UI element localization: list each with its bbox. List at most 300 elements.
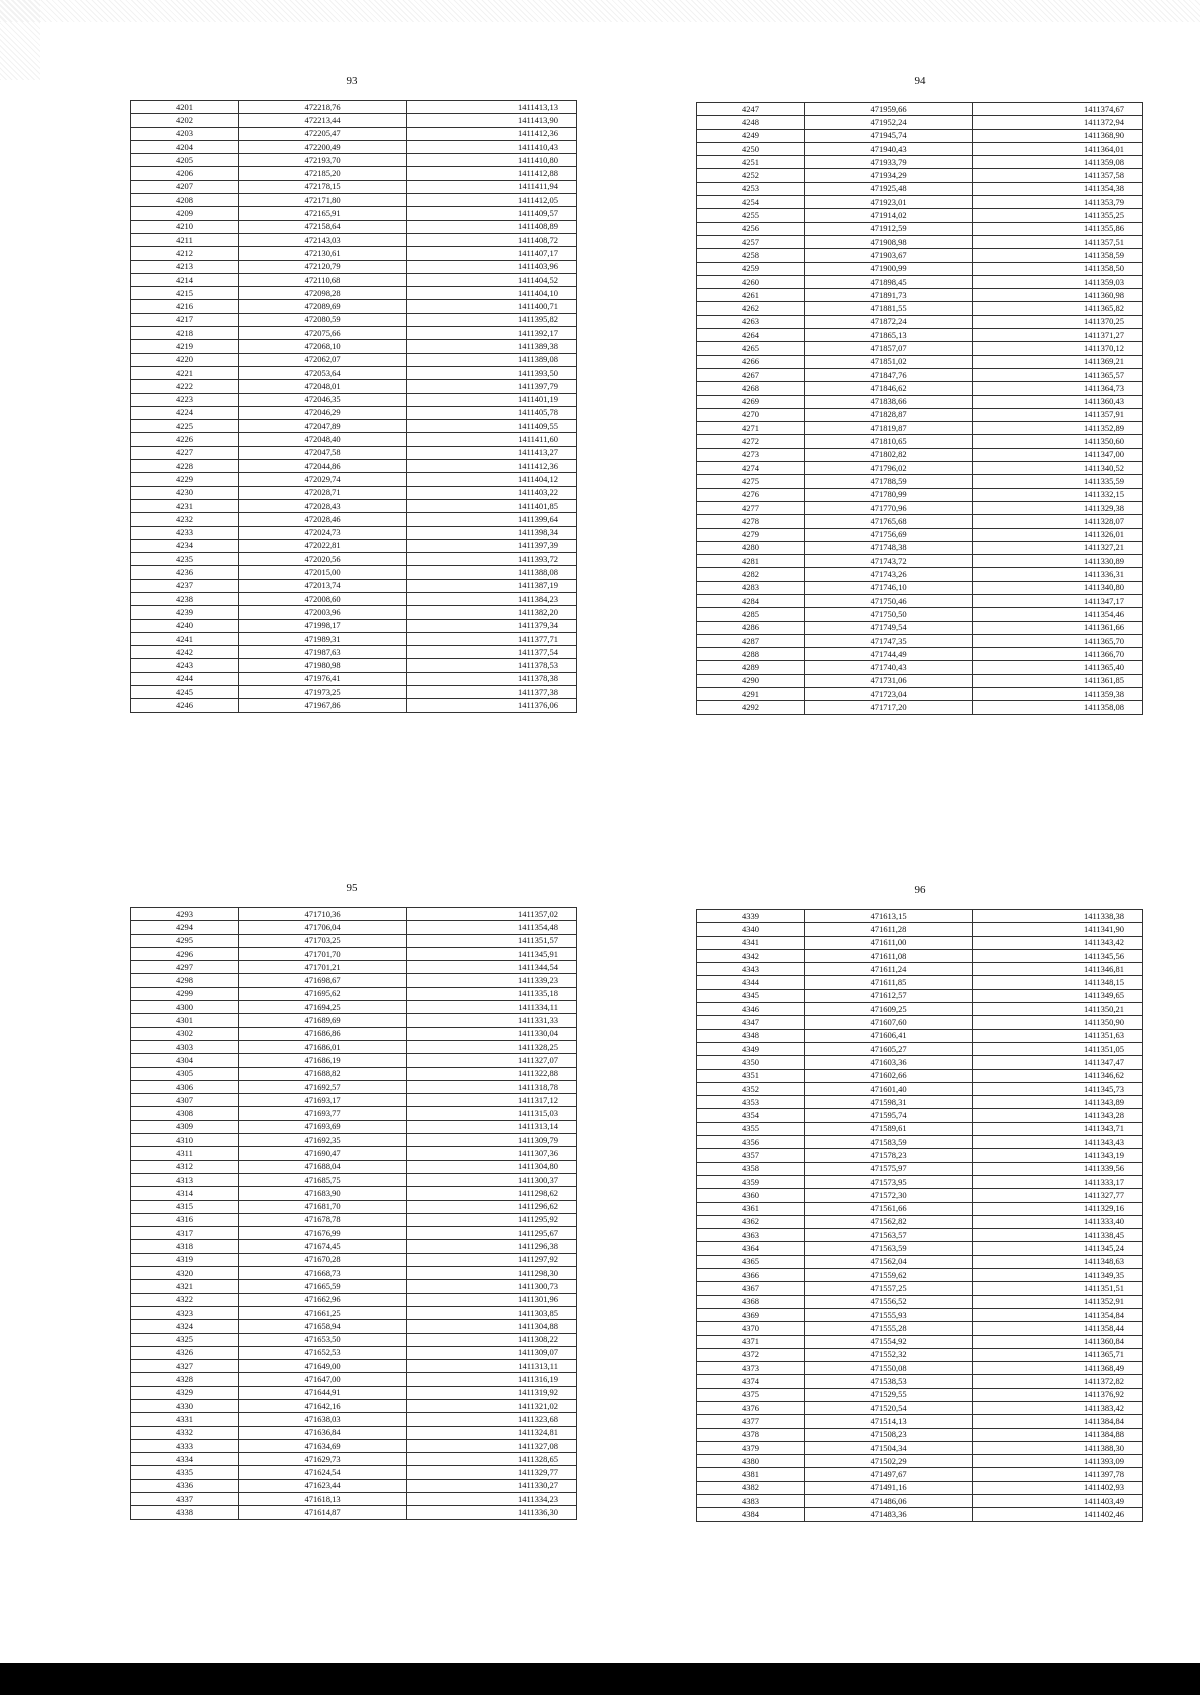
- point-number-cell: 4275: [697, 475, 805, 488]
- coordinates-table-93: [130, 100, 577, 713]
- table-row: [697, 209, 1143, 222]
- table-row: [697, 1255, 1143, 1268]
- x-coordinate-cell: 471618,13: [239, 1493, 407, 1506]
- point-number-cell: 4208: [131, 194, 239, 207]
- x-coordinate-cell: 471750,46: [805, 594, 973, 607]
- table-row: [697, 581, 1143, 594]
- y-coordinate-cell: 1411332,15: [973, 488, 1143, 501]
- x-coordinate-cell: 471872,24: [805, 315, 973, 328]
- y-coordinate-cell: 1411351,05: [973, 1042, 1143, 1055]
- table-row: [131, 1120, 577, 1133]
- point-number-cell: 4299: [131, 987, 239, 1000]
- y-coordinate-cell: 1411369,21: [973, 355, 1143, 368]
- table-row: [131, 553, 577, 566]
- point-number-cell: 4216: [131, 300, 239, 313]
- y-coordinate-cell: 1411345,73: [973, 1082, 1143, 1095]
- y-coordinate-cell: 1411376,06: [407, 699, 577, 712]
- x-coordinate-cell: 472053,64: [239, 366, 407, 379]
- table-row: [697, 1335, 1143, 1348]
- point-number-cell: 4252: [697, 169, 805, 182]
- table-row: [697, 989, 1143, 1002]
- table-row: [131, 114, 577, 127]
- point-number-cell: 4364: [697, 1242, 805, 1255]
- x-coordinate-cell: 471750,50: [805, 608, 973, 621]
- x-coordinate-cell: 472171,80: [239, 194, 407, 207]
- y-coordinate-cell: 1411343,89: [973, 1096, 1143, 1109]
- table-row: [697, 382, 1143, 395]
- x-coordinate-cell: 471765,68: [805, 515, 973, 528]
- point-number-cell: 4289: [697, 661, 805, 674]
- y-coordinate-cell: 1411393,50: [407, 366, 577, 379]
- x-coordinate-cell: 471989,31: [239, 632, 407, 645]
- point-number-cell: 4232: [131, 513, 239, 526]
- table-row: [697, 222, 1143, 235]
- point-number-cell: 4292: [697, 701, 805, 714]
- point-number-cell: 4209: [131, 207, 239, 220]
- point-number-cell: 4302: [131, 1027, 239, 1040]
- y-coordinate-cell: 1411338,38: [973, 910, 1143, 923]
- coordinates-table-96: [696, 909, 1143, 1522]
- table-row: [697, 156, 1143, 169]
- table-row: [697, 182, 1143, 195]
- point-number-cell: 4372: [697, 1348, 805, 1361]
- y-coordinate-cell: 1411409,55: [407, 420, 577, 433]
- point-number-cell: 4212: [131, 247, 239, 260]
- y-coordinate-cell: 1411368,90: [973, 129, 1143, 142]
- y-coordinate-cell: 1411345,91: [407, 947, 577, 960]
- table-row: [131, 947, 577, 960]
- x-coordinate-cell: 471538,53: [805, 1375, 973, 1388]
- x-coordinate-cell: 471802,82: [805, 448, 973, 461]
- table-row: [131, 1027, 577, 1040]
- table-row: [697, 475, 1143, 488]
- table-row: [131, 699, 577, 712]
- table-row: [131, 1453, 577, 1466]
- table-row: [131, 974, 577, 987]
- y-coordinate-cell: 1411336,31: [973, 568, 1143, 581]
- x-coordinate-cell: 471698,67: [239, 974, 407, 987]
- point-number-cell: 4206: [131, 167, 239, 180]
- point-number-cell: 4316: [131, 1213, 239, 1226]
- x-coordinate-cell: 472028,71: [239, 486, 407, 499]
- table-row: [697, 1388, 1143, 1401]
- y-coordinate-cell: 1411304,80: [407, 1160, 577, 1173]
- point-number-cell: 4334: [131, 1453, 239, 1466]
- y-coordinate-cell: 1411379,34: [407, 619, 577, 632]
- x-coordinate-cell: 471555,93: [805, 1308, 973, 1321]
- x-coordinate-cell: 472015,00: [239, 566, 407, 579]
- x-coordinate-cell: 471636,84: [239, 1426, 407, 1439]
- x-coordinate-cell: 471703,25: [239, 934, 407, 947]
- y-coordinate-cell: 1411378,53: [407, 659, 577, 672]
- table-row: [697, 555, 1143, 568]
- y-coordinate-cell: 1411376,92: [973, 1388, 1143, 1401]
- point-number-cell: 4335: [131, 1466, 239, 1479]
- x-coordinate-cell: 471497,67: [805, 1468, 973, 1481]
- point-number-cell: 4266: [697, 355, 805, 368]
- y-coordinate-cell: 1411410,43: [407, 140, 577, 153]
- point-number-cell: 4260: [697, 275, 805, 288]
- y-coordinate-cell: 1411343,42: [973, 936, 1143, 949]
- table-row: [697, 249, 1143, 262]
- table-row: [131, 340, 577, 353]
- point-number-cell: 4267: [697, 368, 805, 381]
- x-coordinate-cell: 471898,45: [805, 275, 973, 288]
- y-coordinate-cell: 1411372,82: [973, 1375, 1143, 1388]
- y-coordinate-cell: 1411387,19: [407, 579, 577, 592]
- y-coordinate-cell: 1411298,30: [407, 1267, 577, 1280]
- x-coordinate-cell: 471642,16: [239, 1399, 407, 1412]
- y-coordinate-cell: 1411365,82: [973, 302, 1143, 315]
- y-coordinate-cell: 1411322,88: [407, 1067, 577, 1080]
- table-row: [131, 619, 577, 632]
- point-number-cell: 4327: [131, 1360, 239, 1373]
- point-number-cell: 4257: [697, 235, 805, 248]
- table-row: [697, 368, 1143, 381]
- x-coordinate-cell: 471634,69: [239, 1439, 407, 1452]
- x-coordinate-cell: 472046,35: [239, 393, 407, 406]
- point-number-cell: 4256: [697, 222, 805, 235]
- x-coordinate-cell: 471572,30: [805, 1189, 973, 1202]
- x-coordinate-cell: 471838,66: [805, 395, 973, 408]
- point-number-cell: 4307: [131, 1094, 239, 1107]
- y-coordinate-cell: 1411329,16: [973, 1202, 1143, 1215]
- table-row: [131, 1493, 577, 1506]
- x-coordinate-cell: 472048,40: [239, 433, 407, 446]
- point-number-cell: 4384: [697, 1508, 805, 1521]
- point-number-cell: 4247: [697, 103, 805, 116]
- y-coordinate-cell: 1411411,94: [407, 180, 577, 193]
- y-coordinate-cell: 1411377,71: [407, 632, 577, 645]
- point-number-cell: 4382: [697, 1481, 805, 1494]
- x-coordinate-cell: 471661,25: [239, 1306, 407, 1319]
- y-coordinate-cell: 1411393,09: [973, 1455, 1143, 1468]
- y-coordinate-cell: 1411313,11: [407, 1360, 577, 1373]
- x-coordinate-cell: 472013,74: [239, 579, 407, 592]
- table-row: [697, 594, 1143, 607]
- table-row: [131, 220, 577, 233]
- point-number-cell: 4293: [131, 908, 239, 921]
- y-coordinate-cell: 1411389,08: [407, 353, 577, 366]
- table-row: [131, 380, 577, 393]
- y-coordinate-cell: 1411334,23: [407, 1493, 577, 1506]
- y-coordinate-cell: 1411405,78: [407, 406, 577, 419]
- point-number-cell: 4249: [697, 129, 805, 142]
- table-row: [697, 235, 1143, 248]
- point-number-cell: 4220: [131, 353, 239, 366]
- x-coordinate-cell: 471694,25: [239, 1001, 407, 1014]
- y-coordinate-cell: 1411365,70: [973, 634, 1143, 647]
- y-coordinate-cell: 1411330,04: [407, 1027, 577, 1040]
- table-row: [697, 1455, 1143, 1468]
- table-row: [131, 1253, 577, 1266]
- x-coordinate-cell: 471602,66: [805, 1069, 973, 1082]
- table-row: [697, 674, 1143, 687]
- y-coordinate-cell: 1411297,92: [407, 1253, 577, 1266]
- y-coordinate-cell: 1411329,38: [973, 501, 1143, 514]
- table-row: [131, 1173, 577, 1186]
- point-number-cell: 4336: [131, 1479, 239, 1492]
- table-row: [131, 1240, 577, 1253]
- point-number-cell: 4241: [131, 632, 239, 645]
- point-number-cell: 4351: [697, 1069, 805, 1082]
- y-coordinate-cell: 1411361,85: [973, 674, 1143, 687]
- table-row: [131, 1080, 577, 1093]
- y-coordinate-cell: 1411384,84: [973, 1415, 1143, 1428]
- table-row: [131, 908, 577, 921]
- point-number-cell: 4375: [697, 1388, 805, 1401]
- x-coordinate-cell: 471556,52: [805, 1295, 973, 1308]
- table-row: [697, 435, 1143, 448]
- table-row: [697, 196, 1143, 209]
- table-row: [697, 1162, 1143, 1175]
- x-coordinate-cell: 471959,66: [805, 103, 973, 116]
- y-coordinate-cell: 1411327,07: [407, 1054, 577, 1067]
- table-row: [131, 1413, 577, 1426]
- table-row: [697, 1029, 1143, 1042]
- point-number-cell: 4323: [131, 1306, 239, 1319]
- table-row: [697, 1428, 1143, 1441]
- table-row: [697, 1202, 1143, 1215]
- table-row: [697, 342, 1143, 355]
- x-coordinate-cell: 471851,02: [805, 355, 973, 368]
- point-number-cell: 4204: [131, 140, 239, 153]
- y-coordinate-cell: 1411408,72: [407, 233, 577, 246]
- point-number-cell: 4230: [131, 486, 239, 499]
- table-row: [131, 606, 577, 619]
- x-coordinate-cell: 471693,17: [239, 1094, 407, 1107]
- table-row: [131, 1320, 577, 1333]
- x-coordinate-cell: 471748,38: [805, 541, 973, 554]
- table-row: [131, 446, 577, 459]
- point-number-cell: 4279: [697, 528, 805, 541]
- table-row: [131, 1067, 577, 1080]
- table-row: [131, 313, 577, 326]
- y-coordinate-cell: 1411359,38: [973, 688, 1143, 701]
- y-coordinate-cell: 1411357,91: [973, 408, 1143, 421]
- x-coordinate-cell: 471912,59: [805, 222, 973, 235]
- y-coordinate-cell: 1411395,82: [407, 313, 577, 326]
- y-coordinate-cell: 1411364,73: [973, 382, 1143, 395]
- point-number-cell: 4359: [697, 1175, 805, 1188]
- point-number-cell: 4295: [131, 934, 239, 947]
- y-coordinate-cell: 1411349,65: [973, 989, 1143, 1002]
- point-number-cell: 4264: [697, 329, 805, 342]
- y-coordinate-cell: 1411309,07: [407, 1346, 577, 1359]
- table-row: [697, 501, 1143, 514]
- x-coordinate-cell: 472028,43: [239, 499, 407, 512]
- x-coordinate-cell: 472110,68: [239, 273, 407, 286]
- x-coordinate-cell: 471612,57: [805, 989, 973, 1002]
- point-number-cell: 4325: [131, 1333, 239, 1346]
- table-row: [697, 1136, 1143, 1149]
- table-row: [697, 1375, 1143, 1388]
- x-coordinate-cell: 472003,96: [239, 606, 407, 619]
- y-coordinate-cell: 1411413,90: [407, 114, 577, 127]
- point-number-cell: 4361: [697, 1202, 805, 1215]
- table-row: [131, 1399, 577, 1412]
- point-number-cell: 4207: [131, 180, 239, 193]
- point-number-cell: 4201: [131, 101, 239, 114]
- table-row: [697, 448, 1143, 461]
- y-coordinate-cell: 1411397,39: [407, 539, 577, 552]
- x-coordinate-cell: 471555,28: [805, 1322, 973, 1335]
- point-number-cell: 4215: [131, 287, 239, 300]
- y-coordinate-cell: 1411319,92: [407, 1386, 577, 1399]
- table-row: [131, 287, 577, 300]
- point-number-cell: 4303: [131, 1040, 239, 1053]
- point-number-cell: 4314: [131, 1187, 239, 1200]
- y-coordinate-cell: 1411296,38: [407, 1240, 577, 1253]
- y-coordinate-cell: 1411296,62: [407, 1200, 577, 1213]
- table-row: [697, 1149, 1143, 1162]
- point-number-cell: 4369: [697, 1308, 805, 1321]
- x-coordinate-cell: 471606,41: [805, 1029, 973, 1042]
- table-row: [131, 406, 577, 419]
- point-number-cell: 4248: [697, 116, 805, 129]
- point-number-cell: 4342: [697, 949, 805, 962]
- point-number-cell: 4317: [131, 1227, 239, 1240]
- x-coordinate-cell: 471483,36: [805, 1508, 973, 1521]
- y-coordinate-cell: 1411351,63: [973, 1029, 1143, 1042]
- y-coordinate-cell: 1411318,78: [407, 1080, 577, 1093]
- x-coordinate-cell: 471644,91: [239, 1386, 407, 1399]
- table-row: [131, 101, 577, 114]
- y-coordinate-cell: 1411309,79: [407, 1134, 577, 1147]
- scan-bottom-edge: [0, 1663, 1200, 1695]
- point-number-cell: 4219: [131, 340, 239, 353]
- y-coordinate-cell: 1411400,71: [407, 300, 577, 313]
- point-number-cell: 4349: [697, 1042, 805, 1055]
- y-coordinate-cell: 1411347,17: [973, 594, 1143, 607]
- table-row: [131, 1187, 577, 1200]
- table-row: [697, 528, 1143, 541]
- x-coordinate-cell: 471662,96: [239, 1293, 407, 1306]
- x-coordinate-cell: 471559,62: [805, 1269, 973, 1282]
- table-row: [697, 302, 1143, 315]
- x-coordinate-cell: 472068,10: [239, 340, 407, 353]
- table-row: [697, 949, 1143, 962]
- table-row: [697, 661, 1143, 674]
- y-coordinate-cell: 1411383,42: [973, 1401, 1143, 1414]
- x-coordinate-cell: 471611,24: [805, 963, 973, 976]
- table-row: [697, 488, 1143, 501]
- point-number-cell: 4370: [697, 1322, 805, 1335]
- point-number-cell: 4214: [131, 273, 239, 286]
- y-coordinate-cell: 1411295,67: [407, 1227, 577, 1240]
- point-number-cell: 4269: [697, 395, 805, 408]
- x-coordinate-cell: 471563,59: [805, 1242, 973, 1255]
- point-number-cell: 4346: [697, 1003, 805, 1016]
- x-coordinate-cell: 471686,01: [239, 1040, 407, 1053]
- y-coordinate-cell: 1411397,79: [407, 380, 577, 393]
- y-coordinate-cell: 1411348,63: [973, 1255, 1143, 1268]
- point-number-cell: 4337: [131, 1493, 239, 1506]
- y-coordinate-cell: 1411370,12: [973, 342, 1143, 355]
- y-coordinate-cell: 1411333,17: [973, 1175, 1143, 1188]
- table-row: [131, 987, 577, 1000]
- y-coordinate-cell: 1411403,96: [407, 260, 577, 273]
- table-row: [697, 1495, 1143, 1508]
- x-coordinate-cell: 471743,72: [805, 555, 973, 568]
- x-coordinate-cell: 471611,08: [805, 949, 973, 962]
- x-coordinate-cell: 471678,78: [239, 1213, 407, 1226]
- point-number-cell: 4376: [697, 1401, 805, 1414]
- table-row: [697, 1096, 1143, 1109]
- table-row: [697, 462, 1143, 475]
- point-number-cell: 4223: [131, 393, 239, 406]
- table-row: [131, 499, 577, 512]
- x-coordinate-cell: 472075,66: [239, 327, 407, 340]
- table-row: [697, 1016, 1143, 1029]
- x-coordinate-cell: 471575,97: [805, 1162, 973, 1175]
- table-row: [697, 1175, 1143, 1188]
- y-coordinate-cell: 1411357,51: [973, 235, 1143, 248]
- table-row: [697, 1109, 1143, 1122]
- x-coordinate-cell: 471690,47: [239, 1147, 407, 1160]
- x-coordinate-cell: 471668,73: [239, 1267, 407, 1280]
- point-number-cell: 4284: [697, 594, 805, 607]
- point-number-cell: 4298: [131, 974, 239, 987]
- point-number-cell: 4333: [131, 1439, 239, 1452]
- table-row: [131, 486, 577, 499]
- point-number-cell: 4291: [697, 688, 805, 701]
- y-coordinate-cell: 1411343,28: [973, 1109, 1143, 1122]
- table-row: [131, 566, 577, 579]
- x-coordinate-cell: 471598,31: [805, 1096, 973, 1109]
- coordinates-table-95: [130, 907, 577, 1520]
- table-row: [697, 1215, 1143, 1228]
- x-coordinate-cell: 471520,54: [805, 1401, 973, 1414]
- y-coordinate-cell: 1411343,71: [973, 1122, 1143, 1135]
- y-coordinate-cell: 1411295,92: [407, 1213, 577, 1226]
- x-coordinate-cell: 471623,44: [239, 1479, 407, 1492]
- y-coordinate-cell: 1411357,58: [973, 169, 1143, 182]
- y-coordinate-cell: 1411402,46: [973, 1508, 1143, 1521]
- y-coordinate-cell: 1411348,15: [973, 976, 1143, 989]
- y-coordinate-cell: 1411382,20: [407, 606, 577, 619]
- x-coordinate-cell: 471595,74: [805, 1109, 973, 1122]
- x-coordinate-cell: 472089,69: [239, 300, 407, 313]
- x-coordinate-cell: 471683,90: [239, 1187, 407, 1200]
- point-number-cell: 4205: [131, 154, 239, 167]
- point-number-cell: 4280: [697, 541, 805, 554]
- table-row: [131, 1200, 577, 1213]
- point-number-cell: 4243: [131, 659, 239, 672]
- x-coordinate-cell: 471557,25: [805, 1282, 973, 1295]
- x-coordinate-cell: 471828,87: [805, 408, 973, 421]
- y-coordinate-cell: 1411352,91: [973, 1295, 1143, 1308]
- x-coordinate-cell: 472028,46: [239, 513, 407, 526]
- point-number-cell: 4340: [697, 923, 805, 936]
- y-coordinate-cell: 1411359,03: [973, 275, 1143, 288]
- y-coordinate-cell: 1411317,12: [407, 1094, 577, 1107]
- y-coordinate-cell: 1411365,71: [973, 1348, 1143, 1361]
- x-coordinate-cell: 471486,06: [805, 1495, 973, 1508]
- table-row: [697, 910, 1143, 923]
- x-coordinate-cell: 471770,96: [805, 501, 973, 514]
- y-coordinate-cell: 1411331,33: [407, 1014, 577, 1027]
- table-row: [131, 1479, 577, 1492]
- table-row: [131, 1360, 577, 1373]
- y-coordinate-cell: 1411403,22: [407, 486, 577, 499]
- table-row: [697, 608, 1143, 621]
- page-number-95: 95: [346, 882, 358, 894]
- x-coordinate-cell: 472213,44: [239, 114, 407, 127]
- point-number-cell: 4313: [131, 1173, 239, 1186]
- table-row: [131, 1107, 577, 1120]
- y-coordinate-cell: 1411354,84: [973, 1308, 1143, 1321]
